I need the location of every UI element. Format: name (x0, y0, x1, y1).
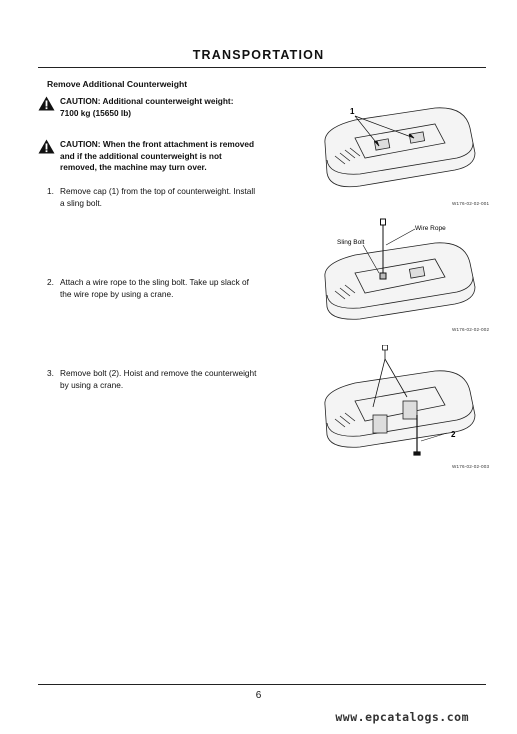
step-line: by using a crane. (60, 379, 124, 390)
callout-1: 1 (350, 107, 355, 116)
callout-2: 2 (451, 430, 456, 439)
caution-text (60, 96, 233, 119)
step-line: Attach a wire rope to the sling bolt. Take up slack of (60, 277, 249, 287)
step-number: 2. (47, 277, 54, 287)
watermark: www.epcatalogs.com (335, 710, 469, 724)
section-heading: Remove Additional Counterweight (47, 79, 188, 89)
page-title: TRANSPORTATION (192, 48, 325, 62)
step-line: the wire rope by using a crane. (60, 288, 174, 299)
warning-triangle-icon (38, 96, 55, 111)
caution-line: CAUTION: Additional counterweight weight: (60, 96, 234, 106)
caution-line: CAUTION: When the front attachment is removed (60, 139, 255, 149)
caution-line: and if the additional counterweight is not (60, 150, 222, 161)
figure-code: W176-02-02-002 (452, 327, 490, 332)
step-line: a sling bolt. (60, 197, 102, 208)
figure-remove-counterweight (315, 345, 485, 460)
callout-wire-rope: Wire Rope (415, 225, 446, 232)
step-text (60, 277, 282, 300)
step-text (60, 186, 282, 209)
caution-line: removed, the machine may turn over. (60, 162, 207, 172)
header-rule (38, 67, 486, 68)
step-number: 1. (47, 186, 54, 196)
callout-sling-bolt: Sling Bolt (337, 239, 365, 246)
footer-rule (38, 684, 486, 685)
caution-line: 7100 kg (15650 lb) (60, 107, 132, 118)
figure-counterweight-cap (315, 98, 485, 193)
step-line: Remove cap (1) from the top of counterweight. Install (60, 186, 256, 196)
caution-text (60, 139, 254, 174)
figure-code: W176-02-02-003 (452, 464, 490, 469)
figure-sling-bolt (315, 215, 485, 320)
step-text (60, 368, 282, 391)
step-line: Remove bolt (2). Hoist and remove the counterweight (60, 368, 257, 378)
figure-code: W176-02-02-001 (452, 201, 490, 206)
page-number: 6 (255, 690, 262, 701)
step-number: 3. (47, 368, 54, 378)
warning-triangle-icon (38, 139, 55, 154)
